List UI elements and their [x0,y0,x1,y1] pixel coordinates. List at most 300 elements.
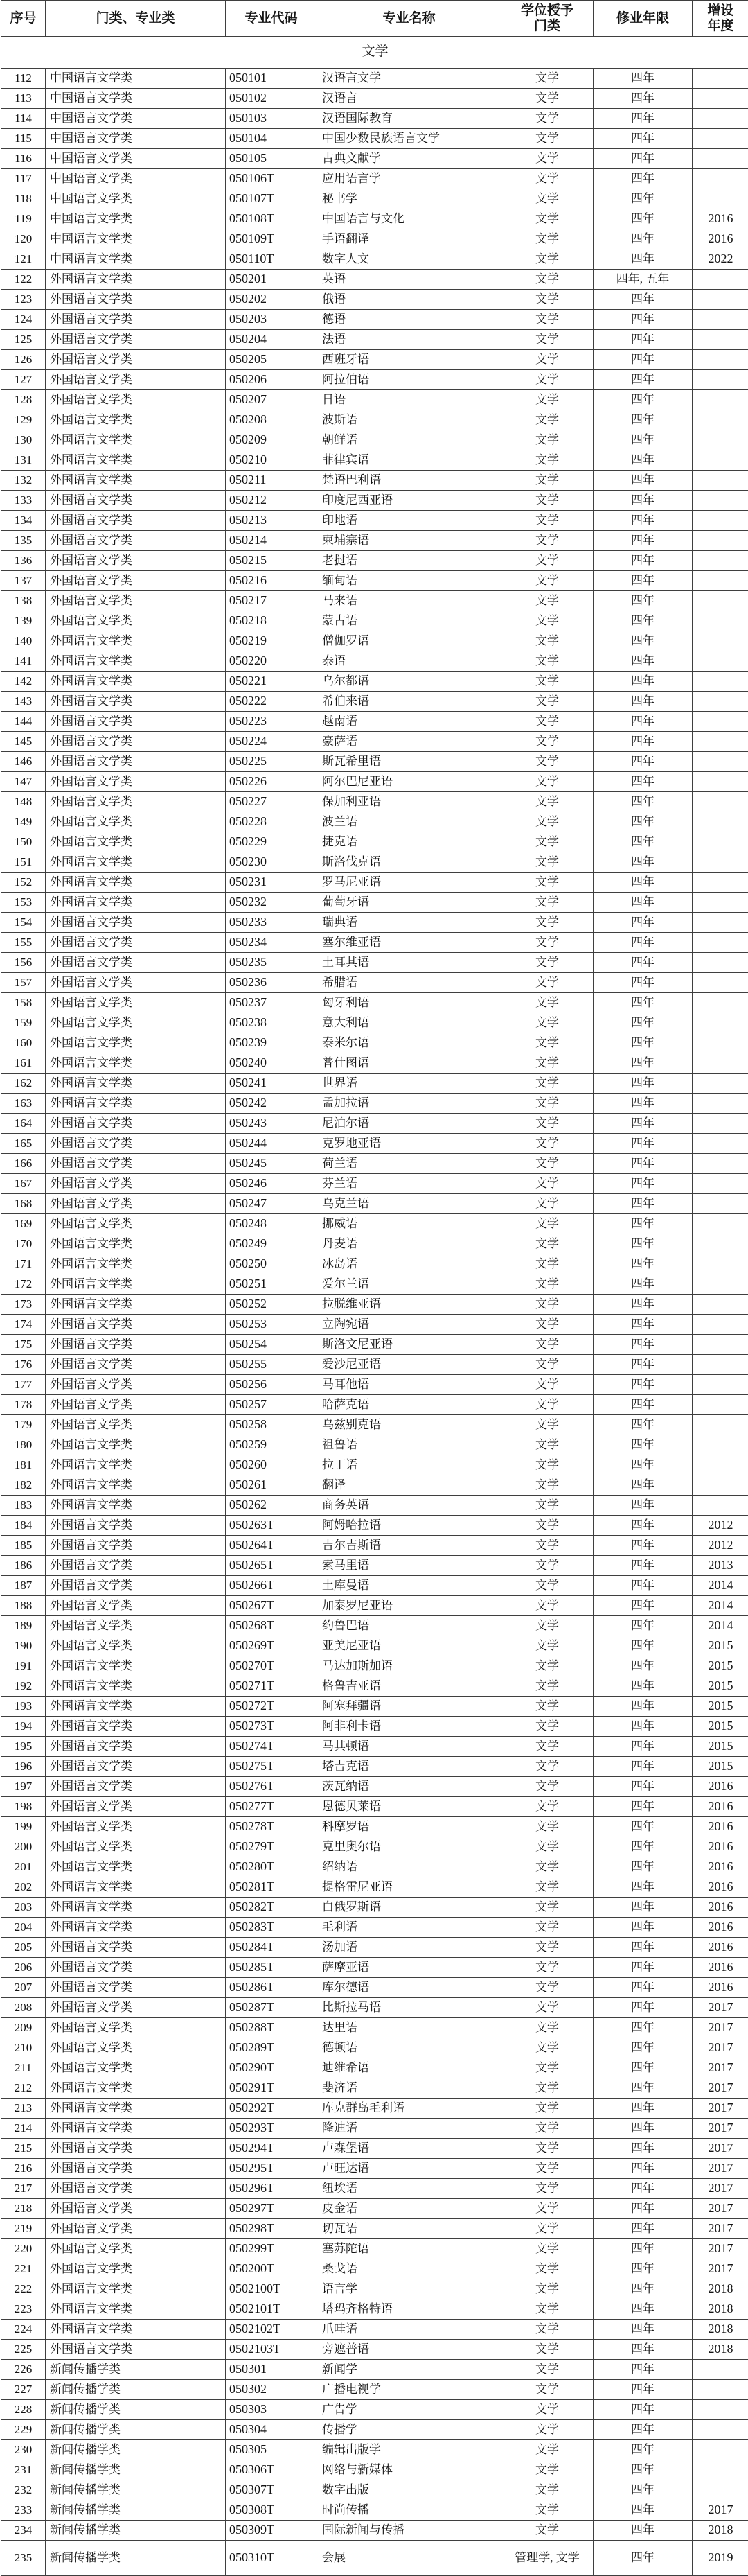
cell-year-added: 2015 [693,1757,748,1777]
cell-study-years: 四年 [594,1697,693,1717]
cell-study-years: 四年 [594,2460,693,2480]
cell-major-code: 050241 [226,1074,317,1094]
table-row [1,1335,748,1355]
cell-major-code: 050260 [226,1455,317,1475]
cell-year-added [693,410,748,430]
cell-major-code: 050265T [226,1556,317,1576]
cell-category: 中国语言文学类 [46,249,226,270]
cell-category: 外国语言文学类 [46,1998,226,2018]
cell-index: 145 [1,732,46,752]
cell-major-code: 050275T [226,1757,317,1777]
cell-major-code: 050267T [226,1596,317,1616]
table-row [1,2521,748,2541]
cell-major-code: 050218 [226,611,317,631]
cell-major-name: 阿拉伯语 [317,370,501,390]
cell-year-added: 2017 [693,2119,748,2139]
cell-study-years: 四年 [594,1194,693,1214]
cell-category: 外国语言文学类 [46,852,226,873]
table-row [1,1877,748,1898]
table-row [1,1918,748,1938]
cell-year-added: 2013 [693,1556,748,1576]
cell-study-years: 四年 [594,1576,693,1596]
cell-major-name: 编辑出版学 [317,2440,501,2460]
cell-degree-category: 文学 [501,1053,594,1074]
cell-index: 112 [1,69,46,89]
cell-degree-category: 文学 [501,692,594,712]
cell-study-years: 四年 [594,471,693,491]
cell-category: 外国语言文学类 [46,1074,226,1094]
cell-degree-category: 文学 [501,450,594,471]
cell-year-added [693,1134,748,1154]
cell-major-code: 050280T [226,1857,317,1877]
cell-index: 175 [1,1335,46,1355]
column-header-year-added [693,1,748,37]
cell-year-added [693,1335,748,1355]
table-row [1,2480,748,2500]
cell-major-code: 050304 [226,2420,317,2440]
cell-year-added [693,752,748,772]
cell-category: 外国语言文学类 [46,1234,226,1254]
cell-study-years: 四年 [594,310,693,330]
cell-index: 190 [1,1636,46,1656]
cell-degree-category: 文学 [501,89,594,109]
cell-degree-category: 文学 [501,410,594,430]
cell-category: 外国语言文学类 [46,430,226,450]
cell-major-name: 阿非利卡语 [317,1717,501,1737]
cell-year-added [693,732,748,752]
cell-major-code: 050101 [226,69,317,89]
cell-year-added: 2014 [693,1616,748,1636]
table-row [1,1676,748,1697]
cell-study-years: 四年 [594,1254,693,1274]
cell-study-years: 四年 [594,1676,693,1697]
cell-major-code: 050232 [226,893,317,913]
cell-major-name: 爪哇语 [317,2320,501,2340]
cell-major-code: 050255 [226,1355,317,1375]
cell-year-added [693,390,748,410]
table-row [1,2340,748,2360]
cell-index: 149 [1,812,46,832]
cell-study-years: 四年 [594,1797,693,1817]
cell-major-name: 绍纳语 [317,1857,501,1877]
cell-degree-category: 文学 [501,2058,594,2078]
cell-major-name: 斐济语 [317,2078,501,2099]
cell-index: 130 [1,430,46,450]
cell-category: 外国语言文学类 [46,1033,226,1053]
cell-major-code: 050258 [226,1415,317,1435]
cell-degree-category: 文学 [501,2340,594,2360]
cell-degree-category: 文学 [501,2199,594,2219]
cell-index: 119 [1,209,46,229]
cell-major-code: 050252 [226,1295,317,1315]
cell-major-name: 日语 [317,390,501,410]
table-row [1,812,748,832]
cell-year-added [693,310,748,330]
table-row [1,772,748,792]
cell-major-name: 汉语言 [317,89,501,109]
table-row [1,270,748,290]
cell-index: 193 [1,1697,46,1717]
cell-study-years: 四年 [594,209,693,229]
cell-study-years: 四年 [594,491,693,511]
cell-major-name: 时尚传播 [317,2500,501,2521]
table-row [1,1576,748,1596]
cell-category: 外国语言文学类 [46,873,226,893]
cell-category: 外国语言文学类 [46,2099,226,2119]
cell-major-name: 挪威语 [317,1214,501,1234]
cell-index: 140 [1,631,46,651]
cell-year-added [693,2420,748,2440]
cell-index: 165 [1,1134,46,1154]
cell-major-code: 050282T [226,1898,317,1918]
cell-index: 139 [1,611,46,631]
cell-major-code: 050109T [226,229,317,249]
cell-major-code: 050303 [226,2400,317,2420]
table-row [1,2299,748,2320]
cell-year-added: 2017 [693,2199,748,2219]
table-row [1,1375,748,1395]
cell-study-years: 四年 [594,149,693,169]
cell-index: 160 [1,1033,46,1053]
cell-study-years: 四年 [594,712,693,732]
cell-degree-category: 文学 [501,430,594,450]
cell-major-code: 050221 [226,672,317,692]
cell-index: 185 [1,1536,46,1556]
table-row [1,672,748,692]
table-row [1,290,748,310]
table-row [1,1757,748,1777]
cell-major-code: 050238 [226,1013,317,1033]
cell-major-name: 菲律宾语 [317,450,501,471]
cell-major-name: 爱沙尼亚语 [317,1355,501,1375]
cell-category: 外国语言文学类 [46,1576,226,1596]
cell-category: 外国语言文学类 [46,953,226,973]
cell-year-added [693,1074,748,1094]
cell-major-name: 塔吉克语 [317,1757,501,1777]
cell-major-name: 拉丁语 [317,1455,501,1475]
table-row [1,1737,748,1757]
cell-study-years: 四年 [594,2541,693,2576]
cell-major-code: 050263T [226,1516,317,1536]
cell-major-code: 050261 [226,1475,317,1496]
cell-major-name: 约鲁巴语 [317,1616,501,1636]
cell-major-name: 比斯拉马语 [317,1998,501,2018]
cell-degree-category: 文学 [501,1918,594,1938]
cell-index: 228 [1,2400,46,2420]
cell-study-years: 四年 [594,430,693,450]
cell-major-code: 050213 [226,511,317,531]
cell-major-code: 050110T [226,249,317,270]
cell-category: 外国语言文学类 [46,2320,226,2340]
cell-major-name: 荷兰语 [317,1154,501,1174]
cell-study-years: 四年 [594,1074,693,1094]
cell-major-name: 白俄罗斯语 [317,1898,501,1918]
cell-category: 外国语言文学类 [46,893,226,913]
column-header-major-code: 专业代码 [226,1,317,37]
cell-study-years: 四年 [594,812,693,832]
table-row [1,551,748,571]
cell-major-name: 梵语巴利语 [317,471,501,491]
cell-category: 外国语言文学类 [46,732,226,752]
cell-year-added [693,792,748,812]
cell-year-added: 2022 [693,249,748,270]
table-row [1,1656,748,1676]
cell-major-name: 桑戈语 [317,2259,501,2279]
cell-major-name: 纽埃语 [317,2179,501,2199]
cell-major-code: 050294T [226,2139,317,2159]
cell-index: 208 [1,1998,46,2018]
cell-year-added: 2015 [693,1656,748,1676]
cell-index: 167 [1,1174,46,1194]
cell-major-name: 捷克语 [317,832,501,852]
cell-degree-category: 文学 [501,1737,594,1757]
cell-major-code: 050231 [226,873,317,893]
cell-index: 136 [1,551,46,571]
table-row [1,2500,748,2521]
cell-index: 166 [1,1154,46,1174]
table-row [1,229,748,249]
cell-major-name: 中国少数民族语言文学 [317,129,501,149]
cell-major-name: 卢森堡语 [317,2139,501,2159]
cell-major-name: 广播电视学 [317,2380,501,2400]
cell-category: 外国语言文学类 [46,973,226,993]
cell-category: 外国语言文学类 [46,2299,226,2320]
table-row [1,370,748,390]
cell-major-name: 乌兹别克语 [317,1415,501,1435]
table-row [1,651,748,672]
cell-major-code: 050206 [226,370,317,390]
cell-index: 174 [1,1315,46,1335]
cell-category: 外国语言文学类 [46,2179,226,2199]
cell-degree-category: 文学 [501,1455,594,1475]
cell-study-years: 四年 [594,1315,693,1335]
cell-major-name: 土耳其语 [317,953,501,973]
cell-major-code: 050250 [226,1254,317,1274]
cell-year-added [693,2480,748,2500]
cell-year-added [693,913,748,933]
cell-major-name: 芬兰语 [317,1174,501,1194]
cell-degree-category: 文学 [501,1475,594,1496]
cell-year-added [693,1254,748,1274]
table-row [1,310,748,330]
table-row [1,2139,748,2159]
cell-major-code: 050234 [226,933,317,953]
cell-category: 外国语言文学类 [46,1053,226,1074]
cell-major-name: 吉尔吉斯语 [317,1536,501,1556]
cell-index: 127 [1,370,46,390]
cell-major-code: 050240 [226,1053,317,1074]
cell-study-years: 四年 [594,2320,693,2340]
cell-major-name: 德顿语 [317,2038,501,2058]
cell-category: 新闻传播学类 [46,2480,226,2500]
cell-index: 113 [1,89,46,109]
cell-major-code: 050217 [226,591,317,611]
cell-degree-category: 文学 [501,2239,594,2259]
cell-study-years: 四年 [594,109,693,129]
cell-index: 153 [1,893,46,913]
cell-category: 中国语言文学类 [46,229,226,249]
cell-degree-category: 文学 [501,1174,594,1194]
table-row [1,692,748,712]
cell-year-added: 2015 [693,1737,748,1757]
cell-major-code: 050204 [226,330,317,350]
cell-study-years: 四年 [594,1978,693,1998]
cell-major-code: 050242 [226,1094,317,1114]
cell-index: 189 [1,1616,46,1636]
cell-degree-category: 文学 [501,169,594,189]
cell-major-name: 俄语 [317,290,501,310]
cell-index: 173 [1,1295,46,1315]
cell-major-name: 马耳他语 [317,1375,501,1395]
cell-year-added [693,471,748,491]
cell-degree-category: 文学 [501,2099,594,2119]
cell-category: 外国语言文学类 [46,1898,226,1918]
table-row [1,1496,748,1516]
cell-study-years: 四年 [594,1013,693,1033]
cell-index: 217 [1,2179,46,2199]
table-row [1,1274,748,1295]
cell-major-code: 050277T [226,1797,317,1817]
cell-index: 135 [1,531,46,551]
cell-degree-category: 文学 [501,1978,594,1998]
cell-major-name: 网络与新媒体 [317,2460,501,2480]
cell-category: 外国语言文学类 [46,993,226,1013]
cell-year-added [693,611,748,631]
cell-category: 外国语言文学类 [46,310,226,330]
table-body [1,37,748,2576]
cell-major-name: 汉语国际教育 [317,109,501,129]
cell-major-code: 050201 [226,270,317,290]
cell-year-added [693,1395,748,1415]
cell-major-code: 050248 [226,1214,317,1234]
cell-category: 外国语言文学类 [46,290,226,310]
table-row [1,792,748,812]
cell-degree-category: 文学 [501,2299,594,2320]
cell-category: 外国语言文学类 [46,1737,226,1757]
cell-degree-category: 文学 [501,1355,594,1375]
cell-study-years: 四年 [594,89,693,109]
cell-category: 外国语言文学类 [46,2279,226,2299]
cell-year-added: 2016 [693,1857,748,1877]
table-row [1,1355,748,1375]
cell-year-added [693,1274,748,1295]
table-row [1,2360,748,2380]
cell-category: 外国语言文学类 [46,631,226,651]
cell-degree-category: 文学 [501,511,594,531]
cell-major-code: 050249 [226,1234,317,1254]
cell-year-added: 2015 [693,1697,748,1717]
cell-study-years: 四年 [594,1053,693,1074]
cell-year-added [693,370,748,390]
cell-major-name: 孟加拉语 [317,1094,501,1114]
cell-major-code: 050200T [226,2259,317,2279]
cell-category: 外国语言文学类 [46,1134,226,1154]
cell-study-years: 四年 [594,1496,693,1516]
cell-year-added [693,1455,748,1475]
section-header-row [1,37,748,69]
table-row [1,1114,748,1134]
cell-degree-category: 文学 [501,1516,594,1536]
cell-year-added [693,812,748,832]
cell-year-added [693,1033,748,1053]
cell-degree-category: 文学 [501,249,594,270]
table-row [1,933,748,953]
cell-study-years: 四年 [594,1737,693,1757]
cell-degree-category: 文学 [501,350,594,370]
cell-degree-category: 文学 [501,812,594,832]
table-row [1,2119,748,2139]
cell-degree-category: 文学 [501,1375,594,1395]
cell-major-code: 050293T [226,2119,317,2139]
cell-major-code: 050247 [226,1194,317,1214]
cell-year-added [693,330,748,350]
cell-index: 223 [1,2299,46,2320]
cell-major-code: 050225 [226,752,317,772]
cell-study-years: 四年 [594,631,693,651]
cell-year-added [693,591,748,611]
cell-category: 外国语言文学类 [46,832,226,852]
table-row [1,1053,748,1074]
cell-major-name: 朝鲜语 [317,430,501,450]
table-row [1,852,748,873]
cell-major-name: 会展 [317,2541,501,2576]
table-row [1,1717,748,1737]
cell-category: 外国语言文学类 [46,2159,226,2179]
table-row [1,832,748,852]
cell-year-added [693,2360,748,2380]
cell-study-years: 四年 [594,1898,693,1918]
cell-major-code: 050284T [226,1938,317,1958]
cell-category: 外国语言文学类 [46,1395,226,1415]
cell-year-added: 2017 [693,2139,748,2159]
cell-major-name: 瑞典语 [317,913,501,933]
cell-major-name: 保加利亚语 [317,792,501,812]
cell-major-name: 语言学 [317,2279,501,2299]
cell-year-added [693,1094,748,1114]
cell-major-code: 050235 [226,953,317,973]
cell-study-years: 四年 [594,852,693,873]
cell-category: 外国语言文学类 [46,270,226,290]
cell-major-code: 050253 [226,1315,317,1335]
cell-major-name: 翻译 [317,1475,501,1496]
cell-major-name: 汉语言文学 [317,69,501,89]
cell-year-added: 2012 [693,1516,748,1536]
cell-major-name: 科摩罗语 [317,1817,501,1837]
table-row [1,2400,748,2420]
cell-study-years: 四年 [594,933,693,953]
cell-category: 外国语言文学类 [46,1817,226,1837]
cell-major-code: 050269T [226,1636,317,1656]
cell-year-added: 2017 [693,2038,748,2058]
cell-year-added [693,953,748,973]
table-row [1,69,748,89]
cell-major-code: 050291T [226,2078,317,2099]
cell-category: 外国语言文学类 [46,1536,226,1556]
cell-index: 196 [1,1757,46,1777]
cell-major-code: 050243 [226,1114,317,1134]
cell-year-added: 2018 [693,2279,748,2299]
cell-category: 外国语言文学类 [46,410,226,430]
cell-study-years: 四年 [594,2259,693,2279]
cell-year-added: 2017 [693,2159,748,2179]
cell-study-years: 四年 [594,752,693,772]
cell-year-added [693,2380,748,2400]
cell-year-added: 2017 [693,2099,748,2119]
cell-category: 外国语言文学类 [46,1877,226,1898]
cell-year-added: 2018 [693,2299,748,2320]
cell-study-years: 四年 [594,1636,693,1656]
cell-index: 152 [1,873,46,893]
